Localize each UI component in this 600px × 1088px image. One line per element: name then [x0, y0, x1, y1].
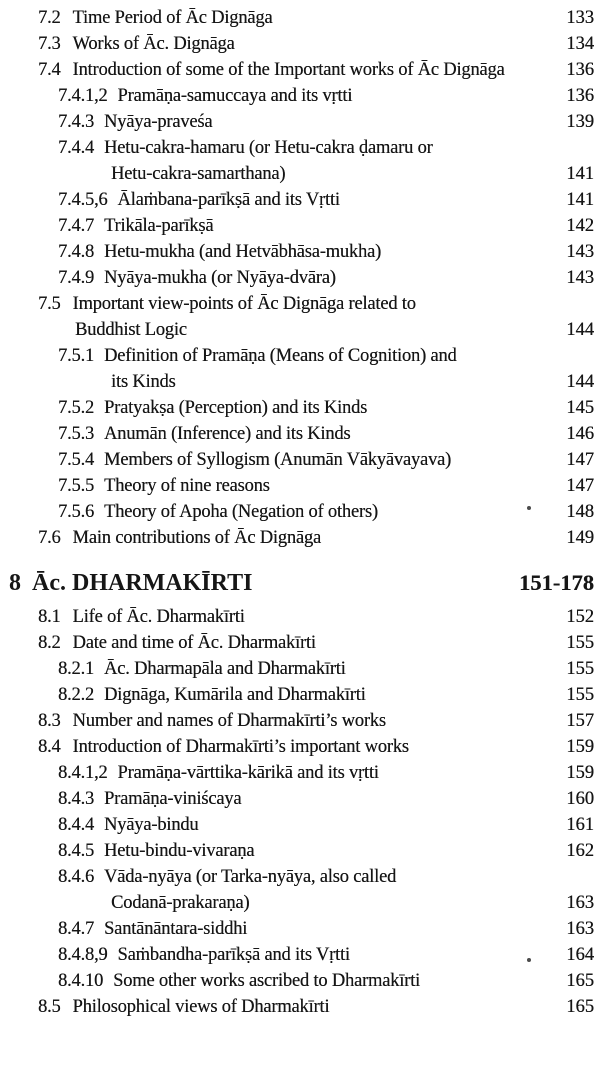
toc-entry: [0, 708, 600, 734]
toc-entry: [0, 265, 600, 291]
entry-line: [58, 760, 554, 786]
entry-text: [58, 135, 554, 187]
entry-title: Anumān (Inference) and its Kinds: [104, 424, 351, 444]
entry-text: [58, 447, 554, 473]
toc-entry: [0, 213, 600, 239]
toc-entry: [0, 447, 600, 473]
entry-line: [58, 473, 554, 499]
entry-page-number: 149: [566, 528, 594, 548]
entry-text: [58, 473, 554, 499]
entry-number: 8.5: [38, 997, 61, 1017]
entry-number: 7.4.3: [58, 112, 95, 132]
scan-speck: [527, 958, 531, 962]
entry-line: [58, 838, 554, 864]
entry-number: 7.4.5,6: [58, 190, 108, 210]
entry-title: Pramāṇa-vārttika-kārikā and its vṛtti: [117, 763, 379, 783]
entry-line: [58, 213, 554, 239]
entry-line: [58, 239, 554, 265]
entry-title: Hetu-cakra-hamaru (or Hetu-cakra ḍamaru or: [104, 138, 433, 158]
entry-page-number: 155: [566, 685, 594, 705]
entry-number: 8.4.4: [58, 815, 95, 835]
toc-entry: [0, 31, 600, 57]
entry-number: 7.4.8: [58, 242, 95, 262]
entry-number: 8.2.1: [58, 659, 95, 679]
entry-number: 8.4.3: [58, 789, 95, 809]
entry-line: [58, 343, 554, 369]
entry-continuation-line: Buddhist Logic: [75, 320, 187, 340]
entry-page-number: 163: [566, 919, 594, 939]
entry-text: [58, 760, 554, 786]
entry-continuation-line: its Kinds: [111, 372, 176, 392]
toc-list: [0, 5, 600, 1020]
toc-entry: [0, 135, 600, 187]
entry-page-number: 141: [566, 164, 594, 184]
entry-page-number: 134: [566, 34, 594, 54]
entry-text: [58, 838, 554, 864]
entry-title: Pratyakṣa (Perception) and its Kinds: [104, 398, 368, 418]
entry-title: Āc. Dharmapāla and Dharmakīrti: [104, 659, 346, 679]
entry-text: [58, 812, 554, 838]
entry-number: 7.4.4: [58, 138, 95, 158]
entry-continuation-line: Codanā-prakaraṇa): [111, 893, 250, 913]
entry-title: Hetu-bindu-vivaraṇa: [104, 841, 255, 861]
entry-page-number: 159: [566, 763, 594, 783]
entry-page-number: 144: [566, 320, 594, 340]
entry-text: [38, 31, 554, 57]
entry-text: [58, 187, 554, 213]
entry-number: 8.4.1,2: [58, 763, 108, 783]
entry-line: [38, 5, 554, 31]
entry-page-number: 147: [566, 476, 594, 496]
entry-text: [58, 343, 554, 395]
entry-title: Vāda-nyāya (or Tarka-nyāya, also called: [104, 867, 397, 887]
entry-number: 8.2: [38, 633, 61, 653]
entry-number: 8.4: [38, 737, 61, 757]
entry-title: Dignāga, Kumārila and Dharmakīrti: [104, 685, 366, 705]
entry-number: 7.5.1: [58, 346, 95, 366]
entry-text: [38, 630, 554, 656]
entry-text: [58, 968, 554, 994]
entry-page-number: 155: [566, 633, 594, 653]
entry-title: Works of Āc. Dignāga: [72, 34, 235, 54]
toc-entry: [0, 682, 600, 708]
entry-number: 7.5.4: [58, 450, 95, 470]
entry-line: [38, 604, 554, 630]
entry-title: Ālaṁbana-parīkṣā and its Vṛtti: [117, 190, 340, 210]
entry-title: Pramāṇa-samuccaya and its vṛtti: [117, 86, 353, 106]
entry-text: [38, 604, 554, 630]
entry-title: Some other works ascribed to Dharmakīrti: [113, 971, 420, 991]
entry-title: Life of Āc. Dharmakīrti: [72, 607, 245, 627]
entry-text: [38, 525, 554, 551]
entry-line: [38, 630, 554, 656]
entry-page-number: 163: [566, 893, 594, 913]
entry-page-number: 133: [566, 8, 594, 28]
entry-line: [58, 499, 554, 525]
entry-page-number: 136: [566, 86, 594, 106]
entry-text: [58, 83, 554, 109]
entry-line: [38, 57, 554, 83]
entry-number: 7.5.3: [58, 424, 95, 444]
entry-page-number: 143: [566, 242, 594, 262]
entry-line: [58, 395, 554, 421]
toc-entry: [0, 942, 600, 968]
entry-text: [58, 239, 554, 265]
entry-page-number: 144: [566, 372, 594, 392]
entry-line: [58, 187, 554, 213]
toc-entry: [0, 968, 600, 994]
scan-speck: [527, 506, 531, 510]
entry-title: Time Period of Āc Dignāga: [72, 8, 273, 28]
entry-line: [58, 83, 554, 109]
entry-page-number: 161: [566, 815, 594, 835]
entry-number: 7.4.1,2: [58, 86, 108, 106]
entry-continuation-line: Hetu-cakra-samarthana): [111, 164, 286, 184]
entry-number: 7.3: [38, 34, 61, 54]
toc-entry: [0, 525, 600, 551]
entry-line: [58, 968, 554, 994]
toc-entry: [0, 786, 600, 812]
entry-title: Pramāṇa-viniścaya: [104, 789, 242, 809]
entry-page-number: 165: [566, 997, 594, 1017]
entry-text: [58, 499, 554, 525]
entry-number: 7.4.7: [58, 216, 95, 236]
entry-text: [38, 994, 554, 1020]
entry-line: [58, 135, 554, 161]
entry-title: Nyāya-praveśa: [104, 112, 213, 132]
entry-number: 8.3: [38, 711, 61, 731]
toc-entry: [0, 916, 600, 942]
toc-entry: [0, 83, 600, 109]
entry-page-number: 164: [566, 945, 594, 965]
entry-text: [58, 916, 554, 942]
entry-title: Nyāya-mukha (or Nyāya-dvāra): [104, 268, 336, 288]
entry-number: 8.4.8,9: [58, 945, 108, 965]
entry-number: 7.6: [38, 528, 61, 548]
entry-title: Theory of Apoha (Negation of others): [104, 502, 378, 522]
entry-line: [38, 525, 554, 551]
entry-page-number: 143: [566, 268, 594, 288]
entry-title: Members of Syllogism (Anumān Vākyāvayava): [104, 450, 452, 470]
entry-line: [58, 916, 554, 942]
toc-entry: [0, 239, 600, 265]
entry-line: [58, 942, 554, 968]
chapter-heading: [0, 568, 600, 598]
entry-page-number: 165: [566, 971, 594, 991]
entry-line: [38, 708, 554, 734]
entry-text: [38, 708, 554, 734]
entry-text: [58, 213, 554, 239]
entry-title: Theory of nine reasons: [104, 476, 270, 496]
entry-title: Saṁbandha-parīkṣā and its Vṛtti: [117, 945, 350, 965]
entry-page-number: 142: [566, 216, 594, 236]
entry-line: [38, 291, 554, 317]
entry-text: [38, 5, 554, 31]
entry-title: Hetu-mukha (and Hetvābhāsa-mukha): [104, 242, 381, 262]
entry-number: 7.5.2: [58, 398, 95, 418]
entry-line: [58, 265, 554, 291]
toc-entry: [0, 630, 600, 656]
toc-entry: [0, 473, 600, 499]
entry-number: 7.2: [38, 8, 61, 28]
entry-line: [58, 421, 554, 447]
entry-text: [38, 57, 554, 83]
entry-page-number: 157: [566, 711, 594, 731]
entry-title: Philosophical views of Dharmakīrti: [72, 997, 330, 1017]
entry-page-number: 145: [566, 398, 594, 418]
entry-page-number: 139: [566, 112, 594, 132]
entry-number: 7.5.6: [58, 502, 95, 522]
entry-page-number: 146: [566, 424, 594, 444]
entry-text: [38, 734, 554, 760]
entry-page-number: 162: [566, 841, 594, 861]
entry-page-number: 159: [566, 737, 594, 757]
entry-number: 8.4.7: [58, 919, 95, 939]
toc-entry: [0, 187, 600, 213]
entry-line: [58, 447, 554, 473]
chapter-page-range: 151-178: [519, 570, 594, 595]
entry-line: [58, 786, 554, 812]
entry-line: [58, 656, 554, 682]
toc-entry: [0, 604, 600, 630]
entry-title: Trikāla-parīkṣā: [104, 216, 214, 236]
entry-title: Santānāntara-siddhi: [104, 919, 248, 939]
entry-title: Introduction of Dharmakīrti’s important works: [72, 737, 409, 757]
entry-text: [58, 395, 554, 421]
toc-entry: [0, 656, 600, 682]
entry-text: [58, 864, 554, 916]
toc-entry: [0, 5, 600, 31]
entry-number: 8.4.10: [58, 971, 104, 991]
entry-title: Important view-points of Āc Dignāga related to: [72, 294, 416, 314]
entry-title: Introduction of some of the Important works of Āc Dignāga: [72, 60, 505, 80]
toc-entry: [0, 343, 600, 395]
entry-page-number: 136: [566, 60, 594, 80]
toc-entry: [0, 734, 600, 760]
entry-line: [38, 31, 554, 57]
entry-number: 8.1: [38, 607, 61, 627]
toc-entry: [0, 395, 600, 421]
entry-line: [38, 734, 554, 760]
entry-page-number: 141: [566, 190, 594, 210]
chapter-title: Āc. DHARMAKĪRTI: [32, 570, 253, 596]
entry-text: [58, 682, 554, 708]
toc-entry: [0, 864, 600, 916]
entry-title: Main contributions of Āc Dignāga: [72, 528, 321, 548]
entry-number: 7.5.5: [58, 476, 95, 496]
entry-page-number: 155: [566, 659, 594, 679]
entry-title: Nyāya-bindu: [104, 815, 199, 835]
entry-number: 7.4: [38, 60, 61, 80]
entry-title: Date and time of Āc. Dharmakīrti: [72, 633, 316, 653]
entry-page-number: 147: [566, 450, 594, 470]
toc-entry: [0, 421, 600, 447]
toc-entry: [0, 760, 600, 786]
entry-text: [58, 109, 554, 135]
entry-line: [38, 994, 554, 1020]
entry-number: 7.5: [38, 294, 61, 314]
entry-page-number: 152: [566, 607, 594, 627]
entry-text: [58, 656, 554, 682]
entry-line: [58, 864, 554, 890]
entry-number: 8.4.6: [58, 867, 95, 887]
entry-text: [58, 786, 554, 812]
toc-entry: [0, 838, 600, 864]
entry-page-number: 148: [566, 502, 594, 522]
chapter-heading-text: [9, 568, 504, 598]
entry-number: 7.4.9: [58, 268, 95, 288]
entry-text: [58, 421, 554, 447]
entry-number: 8.2.2: [58, 685, 95, 705]
entry-text: [58, 942, 554, 968]
entry-number: 8.4.5: [58, 841, 95, 861]
toc-entry: [0, 994, 600, 1020]
toc-entry: [0, 109, 600, 135]
entry-title: Definition of Pramāṇa (Means of Cognition) and: [104, 346, 457, 366]
entry-line: [58, 812, 554, 838]
toc-entry: [0, 499, 600, 525]
entry-title: Number and names of Dharmakīrti’s works: [72, 711, 386, 731]
entry-text: [38, 291, 554, 343]
entry-line: [58, 109, 554, 135]
toc-entry: [0, 812, 600, 838]
entry-text: [58, 265, 554, 291]
chapter-number: 8: [9, 570, 21, 596]
entry-page-number: 160: [566, 789, 594, 809]
toc-entry: [0, 291, 600, 343]
entry-line: [58, 682, 554, 708]
toc-entry: [0, 57, 600, 83]
